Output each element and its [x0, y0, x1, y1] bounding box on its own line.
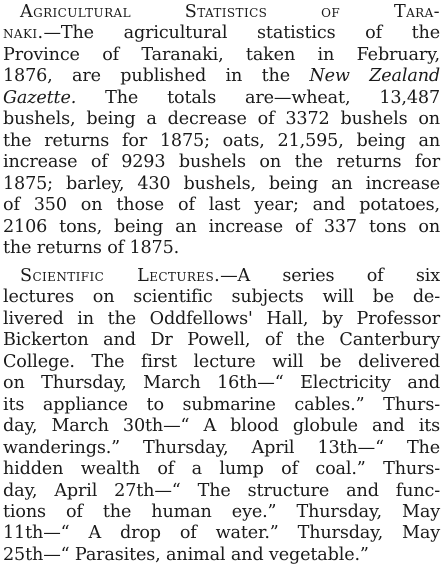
body-text: The totals are—wheat, 13,487: [76, 87, 440, 108]
text-line: [3, 130, 440, 152]
body-text: —The agricultural statistics of the: [43, 23, 440, 44]
text-line: [3, 351, 440, 373]
text-line: [3, 216, 440, 238]
text-line: [3, 237, 440, 259]
body-text: day, April 27th—“ The structure and func-: [3, 480, 440, 501]
text-line: [3, 415, 440, 437]
section-heading: Agricultural Statistics of Tara-: [20, 2, 440, 22]
body-text: lectures on scientific subjects will be de-: [3, 287, 440, 308]
body-text: Bickerton and Dr Powell, of the Canterbury: [3, 330, 440, 351]
body-text: the returns of 1875.: [3, 237, 180, 258]
text-line: [3, 286, 440, 308]
section-heading: naki.: [3, 23, 44, 44]
text-line: [3, 194, 440, 216]
text-line: [3, 308, 440, 330]
body-text: hidden wealth of a lump of coal.” Thurs-: [3, 459, 440, 480]
text-line: [3, 544, 440, 566]
text-line: [3, 108, 440, 130]
text-line: [3, 151, 440, 173]
text-line: [3, 458, 440, 480]
body-text: 11th—“ A drop of water.” Thursday, May: [3, 523, 440, 544]
body-text: College. The first lecture will be delivered: [3, 351, 440, 372]
body-text: of 350 on those of last year; and potatoes,: [3, 195, 440, 216]
body-text: livered in the Oddfellows' Hall, by Professor: [3, 308, 440, 329]
text-line: [3, 522, 440, 544]
text-line: [3, 44, 440, 66]
body-text: its appliance to submarine cables.” Thurs-: [3, 394, 440, 415]
body-text: 2106 tons, being an increase of 337 tons on: [3, 216, 440, 237]
body-text: 1876, are published in the: [3, 66, 310, 87]
body-text: bushels, being a decrease of 3372 bushels on: [3, 109, 440, 130]
text-line: [3, 501, 440, 523]
text-line: [3, 329, 440, 351]
text-line: [3, 87, 440, 109]
body-text: the returns for 1875; oats, 21,595, being an: [3, 130, 440, 151]
body-text: 25th—“ Parasites, animal and vegetable.”: [3, 544, 369, 565]
body-text: wanderings.” Thursday, April 13th—“ The: [3, 437, 440, 458]
text-line: [3, 372, 440, 394]
italic-text: New Zealand: [309, 66, 440, 87]
text-line: [3, 65, 440, 87]
text-line: [3, 22, 440, 44]
italic-text: Gazette.: [3, 87, 77, 108]
body-text: day, March 30th—“ A blood globule and its: [3, 416, 440, 437]
body-text: tions of the human eye.” Thursday, May: [3, 501, 440, 522]
body-text: increase of 9293 bushels on the returns for: [3, 152, 440, 173]
body-text: —A series of six: [220, 266, 441, 286]
body-text: Province of Taranaki, taken in February,: [3, 44, 440, 65]
section-heading: Scientific Lectures.: [20, 266, 221, 286]
text-line: [3, 394, 440, 416]
text-line: [20, 265, 440, 287]
text-line: [3, 480, 440, 502]
text-line: [20, 1, 440, 23]
text-line: [3, 173, 440, 195]
body-text: on Thursday, March 16th—“ Electricity and: [3, 373, 440, 394]
body-text: 1875; barley, 430 bushels, being an increase: [3, 173, 440, 194]
text-line: [3, 437, 440, 459]
